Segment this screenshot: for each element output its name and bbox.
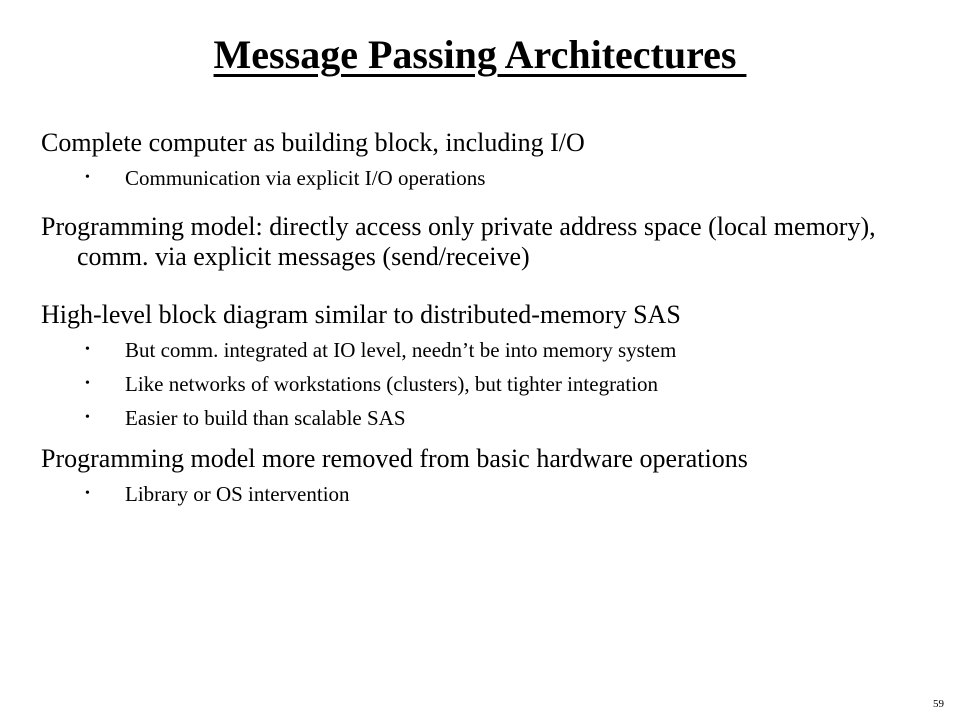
sub-list	[41, 482, 941, 506]
sub-point	[41, 482, 941, 506]
sub-point	[41, 372, 941, 396]
sub-point	[41, 166, 941, 190]
point-group	[41, 212, 941, 272]
slide-title	[0, 30, 960, 80]
page-number: 59	[933, 698, 944, 710]
bullet-icon: •	[85, 342, 90, 357]
main-point: Programming model more removed from basic hardware operations	[41, 444, 748, 473]
point-group	[41, 444, 941, 506]
sub-point-text: Library or OS intervention	[125, 482, 350, 506]
sub-list	[41, 338, 941, 430]
slide-content	[41, 128, 941, 526]
sub-point-text: Easier to build than scalable SAS	[125, 406, 406, 430]
bullet-icon: •	[85, 486, 90, 501]
bullet-icon: •	[85, 170, 90, 185]
sub-point	[41, 406, 941, 430]
main-point: High-level block diagram similar to distributed-memory SAS	[41, 300, 681, 329]
point-group	[41, 300, 941, 430]
sub-point-text: But comm. integrated at IO level, needn’t be into memory system	[125, 338, 677, 362]
sub-list	[41, 166, 941, 190]
main-point: Programming model: directly access only private address space (local memory), comm. via explicit messages (send/receive)	[41, 212, 876, 271]
main-point: Complete computer as building block, including I/O	[41, 128, 585, 157]
point-group	[41, 128, 941, 190]
bullet-icon: •	[85, 410, 90, 425]
sub-point	[41, 338, 941, 362]
bullet-icon: •	[85, 376, 90, 391]
slide-title-text: Message Passing Architectures	[213, 32, 747, 77]
sub-point-text: Communication via explicit I/O operations	[125, 166, 486, 190]
sub-point-text: Like networks of workstations (clusters), but tighter integration	[125, 372, 659, 396]
